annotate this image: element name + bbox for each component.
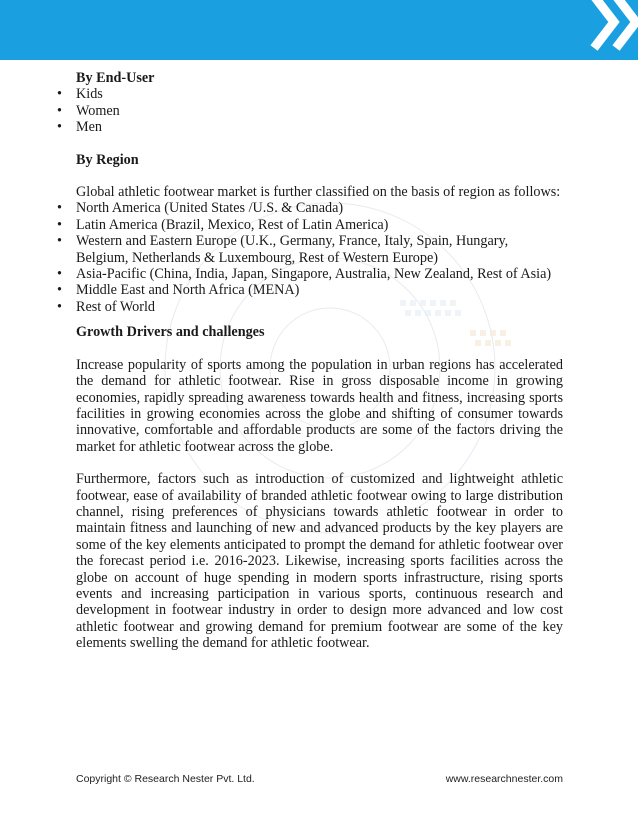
list-item: • Asia-Pacific (China, India, Japan, Singapore, Australia, New Zealand, Rest of Asia) xyxy=(76,266,563,282)
list-item: • North America (United States /U.S. & Canada) xyxy=(76,200,563,216)
copyright-text: Copyright © Research Nester Pvt. Ltd. xyxy=(76,773,255,785)
region-list xyxy=(76,200,563,315)
document-body xyxy=(76,70,563,652)
list-item: • Middle East and North Africa (MENA) xyxy=(76,282,563,298)
end-user-list xyxy=(76,86,563,135)
list-item: • Men xyxy=(76,119,563,135)
header-banner xyxy=(0,0,638,60)
list-item: • Women xyxy=(76,103,563,119)
region-intro: Global athletic footwear market is further classified on the basis of region as follows: xyxy=(76,184,561,201)
list-item: • Rest of World xyxy=(76,299,563,315)
list-item: • Kids xyxy=(76,86,563,102)
end-user-heading: By End-User xyxy=(76,70,155,86)
growth-paragraph-1: Increase popularity of sports among the population in urban regions has accelerated the demand for athletic footwear. Rise in gross disposable income in growing economies, rapidly spreading awareness towards health and fitness, increasing sports facilities in growing economies across the globe and shifting of consumer towards innovative, comfortable and affordable products are some of the factors driving the market for athletic footwear across the globe. xyxy=(76,356,563,455)
list-item: • Western and Eastern Europe (U.K., Germany, France, Italy, Spain, Hungary, Belgium, Netherlands & Luxembourg, Rest of Western Europe) xyxy=(76,233,563,266)
website-link[interactable]: www.researchnester.com xyxy=(445,773,563,785)
growth-paragraph-2: Furthermore, factors such as introduction of customized and lightweight athletic footwear, ease of availability of branded athletic footwear owing to large distribution channel, rising preferences of physicians towards athletic footwear in order to maintain fitness and launching of new and advanced products by the key players are some of the key elements anticipated to prompt the demand for athletic footwear over the forecast period i.e. 2016-2023. Likewise, increasing sports facilities across the globe on account of huge spending in modern sports infrastructure, rising sports events and increasing participation in various sports, continuous research and development in footwear industry in order to design more advanced and low cost athletic footwear and growing demand for premium footwear are some of the key elements swelling the demand for athletic footwear. xyxy=(76,471,563,652)
double-chevron-right-icon xyxy=(538,0,638,60)
growth-heading: Growth Drivers and challenges xyxy=(76,324,265,341)
list-item: • Latin America (Brazil, Mexico, Rest of Latin America) xyxy=(76,217,563,233)
region-heading: By Region xyxy=(76,151,139,168)
